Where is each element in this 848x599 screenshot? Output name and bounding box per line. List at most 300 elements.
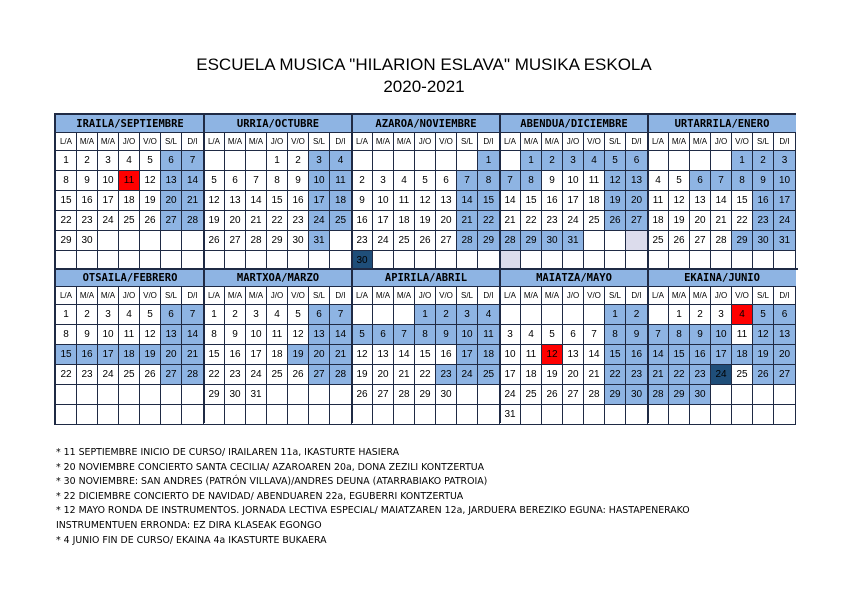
- weekday-header: M/A: [669, 133, 690, 151]
- day-cell: [563, 405, 584, 425]
- day-cell: [288, 405, 309, 425]
- day-cell: 14: [500, 191, 521, 211]
- day-cell: 9: [77, 171, 98, 191]
- day-cell: 27: [161, 211, 182, 231]
- day-cell: 22: [56, 365, 77, 385]
- weekday-header: V/O: [436, 287, 457, 305]
- day-cell: 28: [584, 385, 605, 405]
- day-cell: [56, 405, 77, 425]
- weekday-header: D/I: [774, 133, 796, 151]
- day-cell: 6: [774, 305, 796, 325]
- day-cell: 10: [500, 345, 521, 365]
- day-cell: [648, 151, 669, 171]
- day-cell: 11: [330, 171, 352, 191]
- day-cell: 28: [330, 365, 352, 385]
- day-cell: 10: [98, 171, 119, 191]
- day-cell: 28: [182, 365, 204, 385]
- weekday-header: D/I: [330, 287, 352, 305]
- day-cell: 28: [182, 211, 204, 231]
- day-cell: 7: [457, 171, 478, 191]
- day-cell: 8: [56, 171, 77, 191]
- day-cell: 24: [774, 211, 796, 231]
- day-cell: 20: [161, 191, 182, 211]
- day-cell: [77, 405, 98, 425]
- day-cell: [98, 405, 119, 425]
- weekday-header: V/O: [140, 287, 161, 305]
- day-cell: [161, 405, 182, 425]
- day-cell: 19: [415, 211, 436, 231]
- weekday-header: J/O: [711, 133, 732, 151]
- day-cell: 22: [478, 211, 500, 231]
- day-cell: 13: [690, 191, 711, 211]
- day-cell: 14: [330, 325, 352, 345]
- day-cell: 23: [352, 231, 373, 251]
- weekday-header: D/I: [182, 133, 204, 151]
- day-cell: 11: [267, 325, 288, 345]
- day-cell: 4: [478, 305, 500, 325]
- day-cell: 4: [521, 325, 542, 345]
- day-cell: 1: [669, 305, 690, 325]
- day-cell: 27: [161, 365, 182, 385]
- day-cell: 2: [77, 151, 98, 171]
- day-cell: [140, 405, 161, 425]
- day-cell: [352, 405, 373, 425]
- day-cell: 21: [330, 345, 352, 365]
- day-cell: 20: [436, 211, 457, 231]
- day-cell: 13: [626, 171, 648, 191]
- day-cell: 17: [711, 345, 732, 365]
- day-cell: 20: [225, 211, 246, 231]
- day-cell: [267, 405, 288, 425]
- weekday-header: J/O: [267, 287, 288, 305]
- day-cell: 30: [690, 385, 711, 405]
- day-cell: 18: [521, 365, 542, 385]
- calendar-grid: [54, 113, 796, 425]
- weekday-header: M/A: [394, 133, 415, 151]
- day-cell: 1: [204, 305, 225, 325]
- day-cell: 26: [753, 365, 774, 385]
- day-cell: 8: [605, 325, 626, 345]
- day-cell: 30: [352, 251, 373, 271]
- day-cell: 17: [246, 345, 267, 365]
- month-block: [648, 115, 796, 269]
- day-cell: [774, 385, 796, 405]
- weekday-header: M/A: [373, 287, 394, 305]
- weekday-header: L/A: [648, 133, 669, 151]
- day-cell: 21: [182, 191, 204, 211]
- month-divider: [351, 269, 353, 423]
- day-cell: 1: [56, 151, 77, 171]
- day-cell: 6: [309, 305, 330, 325]
- note-item: * 22 DICIEMBRE CONCIERTO DE NAVIDAD/ ABENDUAREN 22a, EGUBERRI KONTZERTUA: [56, 490, 464, 502]
- day-cell: 4: [267, 305, 288, 325]
- weekday-header: M/A: [98, 287, 119, 305]
- day-cell: 11: [478, 325, 500, 345]
- day-cell: 9: [436, 325, 457, 345]
- day-cell: [204, 405, 225, 425]
- day-cell: 17: [373, 211, 394, 231]
- day-cell: [140, 231, 161, 251]
- day-cell: 3: [98, 151, 119, 171]
- day-cell: 12: [140, 171, 161, 191]
- day-cell: [119, 231, 140, 251]
- day-cell: 30: [77, 231, 98, 251]
- weekday-header: M/A: [225, 133, 246, 151]
- day-cell: 14: [182, 325, 204, 345]
- day-cell: [140, 385, 161, 405]
- weekday-header: L/A: [56, 287, 77, 305]
- day-cell: 18: [394, 211, 415, 231]
- day-cell: 13: [774, 325, 796, 345]
- day-cell: 19: [140, 191, 161, 211]
- day-cell: 1: [56, 305, 77, 325]
- day-cell: 29: [732, 231, 753, 251]
- day-cell: 23: [77, 211, 98, 231]
- day-cell: 9: [225, 325, 246, 345]
- day-cell: 8: [415, 325, 436, 345]
- day-cell: 4: [394, 171, 415, 191]
- day-cell: 13: [309, 325, 330, 345]
- weekday-header: M/A: [77, 287, 98, 305]
- day-cell: 30: [626, 385, 648, 405]
- weekday-header: M/A: [690, 287, 711, 305]
- weekday-header: L/A: [204, 287, 225, 305]
- weekday-header: J/O: [563, 133, 584, 151]
- day-cell: 6: [563, 325, 584, 345]
- day-cell: [584, 231, 605, 251]
- month-title: MARTXOA/MARZO: [204, 269, 352, 287]
- weekday-header: M/A: [373, 133, 394, 151]
- day-cell: 26: [352, 385, 373, 405]
- weekday-header: J/O: [415, 133, 436, 151]
- weekday-header: L/A: [500, 287, 521, 305]
- day-cell: 1: [478, 151, 500, 171]
- day-cell: 24: [98, 211, 119, 231]
- day-cell: 19: [753, 345, 774, 365]
- day-cell: 9: [626, 325, 648, 345]
- weekday-header: J/O: [267, 133, 288, 151]
- day-cell: 15: [56, 191, 77, 211]
- weekday-header: D/I: [182, 287, 204, 305]
- day-cell: 24: [246, 365, 267, 385]
- day-cell: 4: [648, 171, 669, 191]
- day-cell: 11: [584, 171, 605, 191]
- day-cell: 19: [352, 365, 373, 385]
- day-cell: 7: [648, 325, 669, 345]
- day-cell: [225, 405, 246, 425]
- day-cell: [161, 385, 182, 405]
- month-divider: [647, 115, 649, 269]
- day-cell: 29: [204, 385, 225, 405]
- day-cell: 30: [436, 385, 457, 405]
- day-cell: 5: [753, 305, 774, 325]
- day-cell: 5: [669, 171, 690, 191]
- weekday-header: M/A: [77, 133, 98, 151]
- day-cell: 4: [119, 151, 140, 171]
- day-cell: 28: [648, 385, 669, 405]
- day-cell: 10: [457, 325, 478, 345]
- weekday-header: M/A: [542, 287, 563, 305]
- day-cell: 14: [182, 171, 204, 191]
- day-cell: 18: [119, 345, 140, 365]
- day-cell: 12: [415, 191, 436, 211]
- day-cell: [648, 305, 669, 325]
- day-cell: 19: [542, 365, 563, 385]
- month-block: [56, 269, 204, 423]
- day-cell: [204, 151, 225, 171]
- day-cell: 15: [478, 191, 500, 211]
- day-cell: 6: [161, 305, 182, 325]
- day-cell: [500, 151, 521, 171]
- day-cell: 1: [521, 151, 542, 171]
- day-cell: 26: [140, 211, 161, 231]
- day-cell: 15: [605, 345, 626, 365]
- month-title: APIRILA/ABRIL: [352, 269, 500, 287]
- weekday-header: S/L: [309, 133, 330, 151]
- day-cell: 17: [309, 191, 330, 211]
- day-cell: 24: [98, 365, 119, 385]
- weekday-header: M/A: [690, 133, 711, 151]
- day-cell: 2: [77, 305, 98, 325]
- day-cell: [330, 231, 352, 251]
- weekday-header: V/O: [436, 133, 457, 151]
- day-cell: 17: [98, 345, 119, 365]
- day-cell: 6: [161, 151, 182, 171]
- day-cell: 9: [542, 171, 563, 191]
- day-cell: [415, 151, 436, 171]
- day-cell: [605, 405, 626, 425]
- day-cell: [457, 385, 478, 405]
- weekday-header: L/A: [500, 133, 521, 151]
- weekday-header: S/L: [161, 287, 182, 305]
- weekday-header: M/A: [246, 287, 267, 305]
- day-cell: 10: [98, 325, 119, 345]
- day-cell: [373, 405, 394, 425]
- day-cell: [373, 151, 394, 171]
- day-cell: 27: [690, 231, 711, 251]
- day-cell: 12: [605, 171, 626, 191]
- day-cell: 24: [563, 211, 584, 231]
- day-cell: 21: [648, 365, 669, 385]
- day-cell: 25: [394, 231, 415, 251]
- day-cell: 11: [394, 191, 415, 211]
- weekday-header: J/O: [119, 133, 140, 151]
- day-cell: 19: [288, 345, 309, 365]
- day-cell: 11: [119, 171, 140, 191]
- day-cell: [246, 405, 267, 425]
- day-cell: 6: [626, 151, 648, 171]
- day-cell: [711, 405, 732, 425]
- day-cell: 12: [204, 191, 225, 211]
- day-cell: 2: [225, 305, 246, 325]
- day-cell: 3: [98, 305, 119, 325]
- month-block: [500, 269, 648, 423]
- day-cell: 10: [711, 325, 732, 345]
- weekday-header: D/I: [478, 287, 500, 305]
- month-title: MAIATZA/MAYO: [500, 269, 648, 287]
- weekday-header: L/A: [204, 133, 225, 151]
- day-cell: 25: [330, 211, 352, 231]
- day-cell: 17: [98, 191, 119, 211]
- day-cell: 22: [415, 365, 436, 385]
- day-cell: [732, 405, 753, 425]
- day-cell: 9: [77, 325, 98, 345]
- day-cell: 27: [225, 231, 246, 251]
- day-cell: [98, 385, 119, 405]
- day-cell: [521, 405, 542, 425]
- month-title: AZAROA/NOVIEMBRE: [352, 115, 500, 133]
- day-cell: 23: [436, 365, 457, 385]
- day-cell: 21: [394, 365, 415, 385]
- day-cell: 31: [500, 405, 521, 425]
- row-divider: [56, 268, 798, 270]
- weekday-header: J/O: [711, 287, 732, 305]
- day-cell: 8: [521, 171, 542, 191]
- day-cell: 11: [648, 191, 669, 211]
- day-cell: 2: [753, 151, 774, 171]
- day-cell: 8: [732, 171, 753, 191]
- weekday-header: J/O: [119, 287, 140, 305]
- day-cell: 29: [669, 385, 690, 405]
- day-cell: 16: [352, 211, 373, 231]
- day-cell: 6: [436, 171, 457, 191]
- day-cell: [605, 231, 626, 251]
- day-cell: 16: [542, 191, 563, 211]
- day-cell: 3: [774, 151, 796, 171]
- day-cell: 4: [119, 305, 140, 325]
- day-cell: 20: [774, 345, 796, 365]
- day-cell: 5: [415, 171, 436, 191]
- day-cell: 27: [774, 365, 796, 385]
- day-cell: 15: [204, 345, 225, 365]
- day-cell: 31: [309, 231, 330, 251]
- day-cell: [436, 151, 457, 171]
- day-cell: 26: [140, 365, 161, 385]
- day-cell: 13: [373, 345, 394, 365]
- day-cell: 18: [478, 345, 500, 365]
- day-cell: [711, 151, 732, 171]
- day-cell: 9: [288, 171, 309, 191]
- day-cell: 22: [669, 365, 690, 385]
- day-cell: 18: [732, 345, 753, 365]
- month-title: URTARRILA/ENERO: [648, 115, 796, 133]
- day-cell: 9: [753, 171, 774, 191]
- day-cell: [182, 385, 204, 405]
- weekday-header: L/A: [648, 287, 669, 305]
- day-cell: 22: [267, 211, 288, 231]
- day-cell: [626, 405, 648, 425]
- day-cell: [774, 405, 796, 425]
- month-title: OTSAILA/FEBRERO: [56, 269, 204, 287]
- day-cell: 14: [711, 191, 732, 211]
- month-divider: [203, 115, 205, 269]
- day-cell: 15: [732, 191, 753, 211]
- day-cell: 14: [246, 191, 267, 211]
- day-cell: 14: [648, 345, 669, 365]
- day-cell: [394, 305, 415, 325]
- day-cell: [98, 231, 119, 251]
- day-cell: [352, 151, 373, 171]
- day-cell: 18: [648, 211, 669, 231]
- day-cell: 15: [521, 191, 542, 211]
- day-cell: 19: [669, 211, 690, 231]
- day-cell: [478, 405, 500, 425]
- month-block: [648, 269, 796, 423]
- day-cell: 23: [77, 365, 98, 385]
- day-cell: 15: [669, 345, 690, 365]
- day-cell: 5: [204, 171, 225, 191]
- day-cell: 10: [246, 325, 267, 345]
- day-cell: 19: [140, 345, 161, 365]
- day-cell: [753, 405, 774, 425]
- day-cell: [542, 305, 563, 325]
- day-cell: [288, 385, 309, 405]
- day-cell: 11: [119, 325, 140, 345]
- day-cell: [225, 151, 246, 171]
- weekday-header: S/L: [457, 287, 478, 305]
- day-cell: 2: [352, 171, 373, 191]
- weekday-header: D/I: [626, 133, 648, 151]
- day-cell: 5: [605, 151, 626, 171]
- day-cell: 14: [394, 345, 415, 365]
- day-cell: 24: [711, 365, 732, 385]
- day-cell: 18: [267, 345, 288, 365]
- day-cell: [309, 405, 330, 425]
- weekday-header: V/O: [732, 133, 753, 151]
- day-cell: [690, 405, 711, 425]
- day-cell: 14: [584, 345, 605, 365]
- day-cell: 3: [309, 151, 330, 171]
- day-cell: 6: [225, 171, 246, 191]
- day-cell: [56, 385, 77, 405]
- weekday-header: J/O: [415, 287, 436, 305]
- day-cell: 9: [690, 325, 711, 345]
- day-cell: 25: [478, 365, 500, 385]
- month-block: [56, 115, 204, 269]
- day-cell: [267, 385, 288, 405]
- day-cell: 28: [394, 385, 415, 405]
- weekday-header: M/A: [225, 287, 246, 305]
- note-item: * 12 MAYO RONDA DE INSTRUMENTOS. JORNADA LECTIVA ESPECIAL/ MAIATZAREN 12a, JARDUERA BEREZIKO EGUNA: HASTAPENERAKO: [56, 505, 690, 517]
- day-cell: [584, 405, 605, 425]
- day-cell: [330, 385, 352, 405]
- day-cell: 3: [563, 151, 584, 171]
- day-cell: 16: [436, 345, 457, 365]
- day-cell: 23: [626, 365, 648, 385]
- weekday-header: L/A: [352, 133, 373, 151]
- day-cell: [563, 305, 584, 325]
- notes-list: [56, 446, 690, 548]
- day-cell: 6: [373, 325, 394, 345]
- month-block: [352, 115, 500, 269]
- day-cell: 26: [542, 385, 563, 405]
- day-cell: [330, 405, 352, 425]
- month-block: [352, 269, 500, 423]
- day-cell: 24: [309, 211, 330, 231]
- month-block: [204, 115, 352, 269]
- day-cell: 5: [542, 325, 563, 345]
- weekday-header: S/L: [605, 287, 626, 305]
- day-cell: 7: [246, 171, 267, 191]
- day-cell: 25: [584, 211, 605, 231]
- day-cell: 8: [56, 325, 77, 345]
- day-cell: 25: [521, 385, 542, 405]
- day-cell: 27: [626, 211, 648, 231]
- day-cell: 26: [415, 231, 436, 251]
- day-cell: 5: [140, 151, 161, 171]
- weekday-header: S/L: [753, 287, 774, 305]
- weekday-header: V/O: [584, 133, 605, 151]
